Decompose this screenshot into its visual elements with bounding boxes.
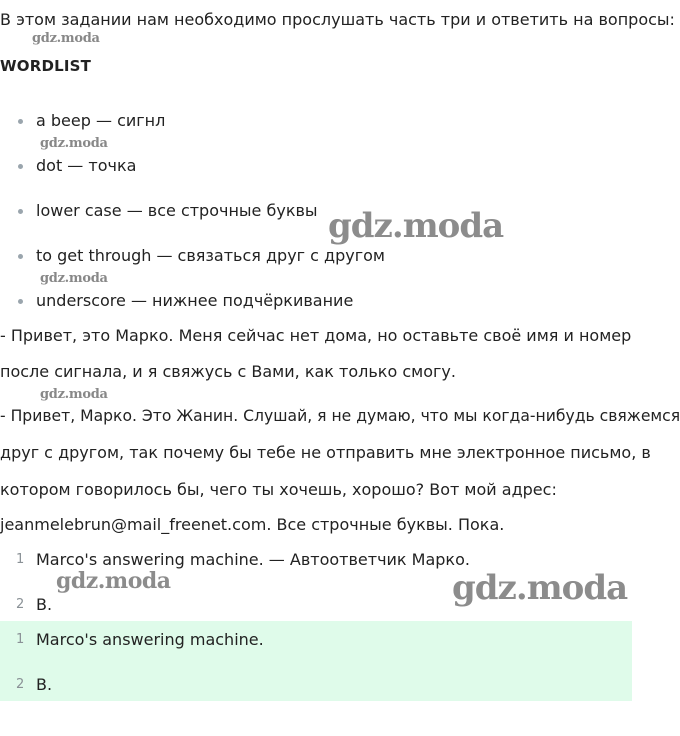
bullet-icon (18, 119, 23, 124)
list-item-text: to get through — связаться друг с другом (36, 246, 385, 265)
bullet-icon (18, 254, 23, 259)
watermark-logo: gdz.moda (40, 271, 108, 286)
dialogue-line: - Привет, это Марко. Меня сейчас нет дома, но оставьте своё имя и номер (0, 326, 632, 345)
wordlist-heading: WORDLIST (0, 57, 92, 75)
bullet-icon (18, 164, 23, 169)
bullet-icon (18, 209, 23, 214)
item-number: 2 (16, 677, 25, 692)
bullet-icon (18, 299, 23, 304)
dialogue-line: - Привет, Марко. Это Жанин. Слушай, я не думаю, что мы когда-нибудь свяжемся (0, 407, 680, 425)
watermark-logo: gdz.moda (40, 387, 108, 402)
list-item-text: B. (36, 675, 53, 694)
list-item-text: lower case — все строчные буквы (36, 201, 318, 220)
dialogue-line: друг с другом, так почему бы тебе не отправить мне электронное письмо, в (0, 443, 651, 462)
list-item-text: B. (36, 595, 53, 614)
intro-text: В этом задании нам необходимо прослушать часть три и ответить на вопросы: (0, 10, 675, 29)
dialogue-line: jeanmelebrun@mail_freenet.com. Все строчные буквы. Пока. (0, 515, 505, 534)
list-item-text: Marco's answering machine. (36, 630, 264, 649)
dialogue-line: после сигнала, и я свяжусь с Вами, как только смогу. (0, 362, 456, 381)
item-number: 1 (16, 552, 25, 567)
item-number: 2 (16, 597, 25, 612)
list-item-text: a beep — сигнл (36, 111, 166, 130)
watermark-logo: gdz.moda (452, 568, 628, 608)
watermark-logo: gdz.moda (40, 136, 108, 151)
list-item-text: underscore — нижнее подчёркивание (36, 291, 354, 310)
list-item-text: Marco's answering machine. — Автоответчик Марко. (36, 550, 470, 569)
dialogue-line: котором говорилось бы, чего ты хочешь, хорошо? Вот мой адрес: (0, 480, 557, 499)
watermark-logo: gdz.moda (328, 206, 504, 246)
list-item-text: dot — точка (36, 156, 137, 175)
item-number: 1 (16, 632, 25, 647)
watermark-logo: gdz.moda (56, 568, 171, 594)
watermark-logo: gdz.moda (32, 31, 100, 46)
